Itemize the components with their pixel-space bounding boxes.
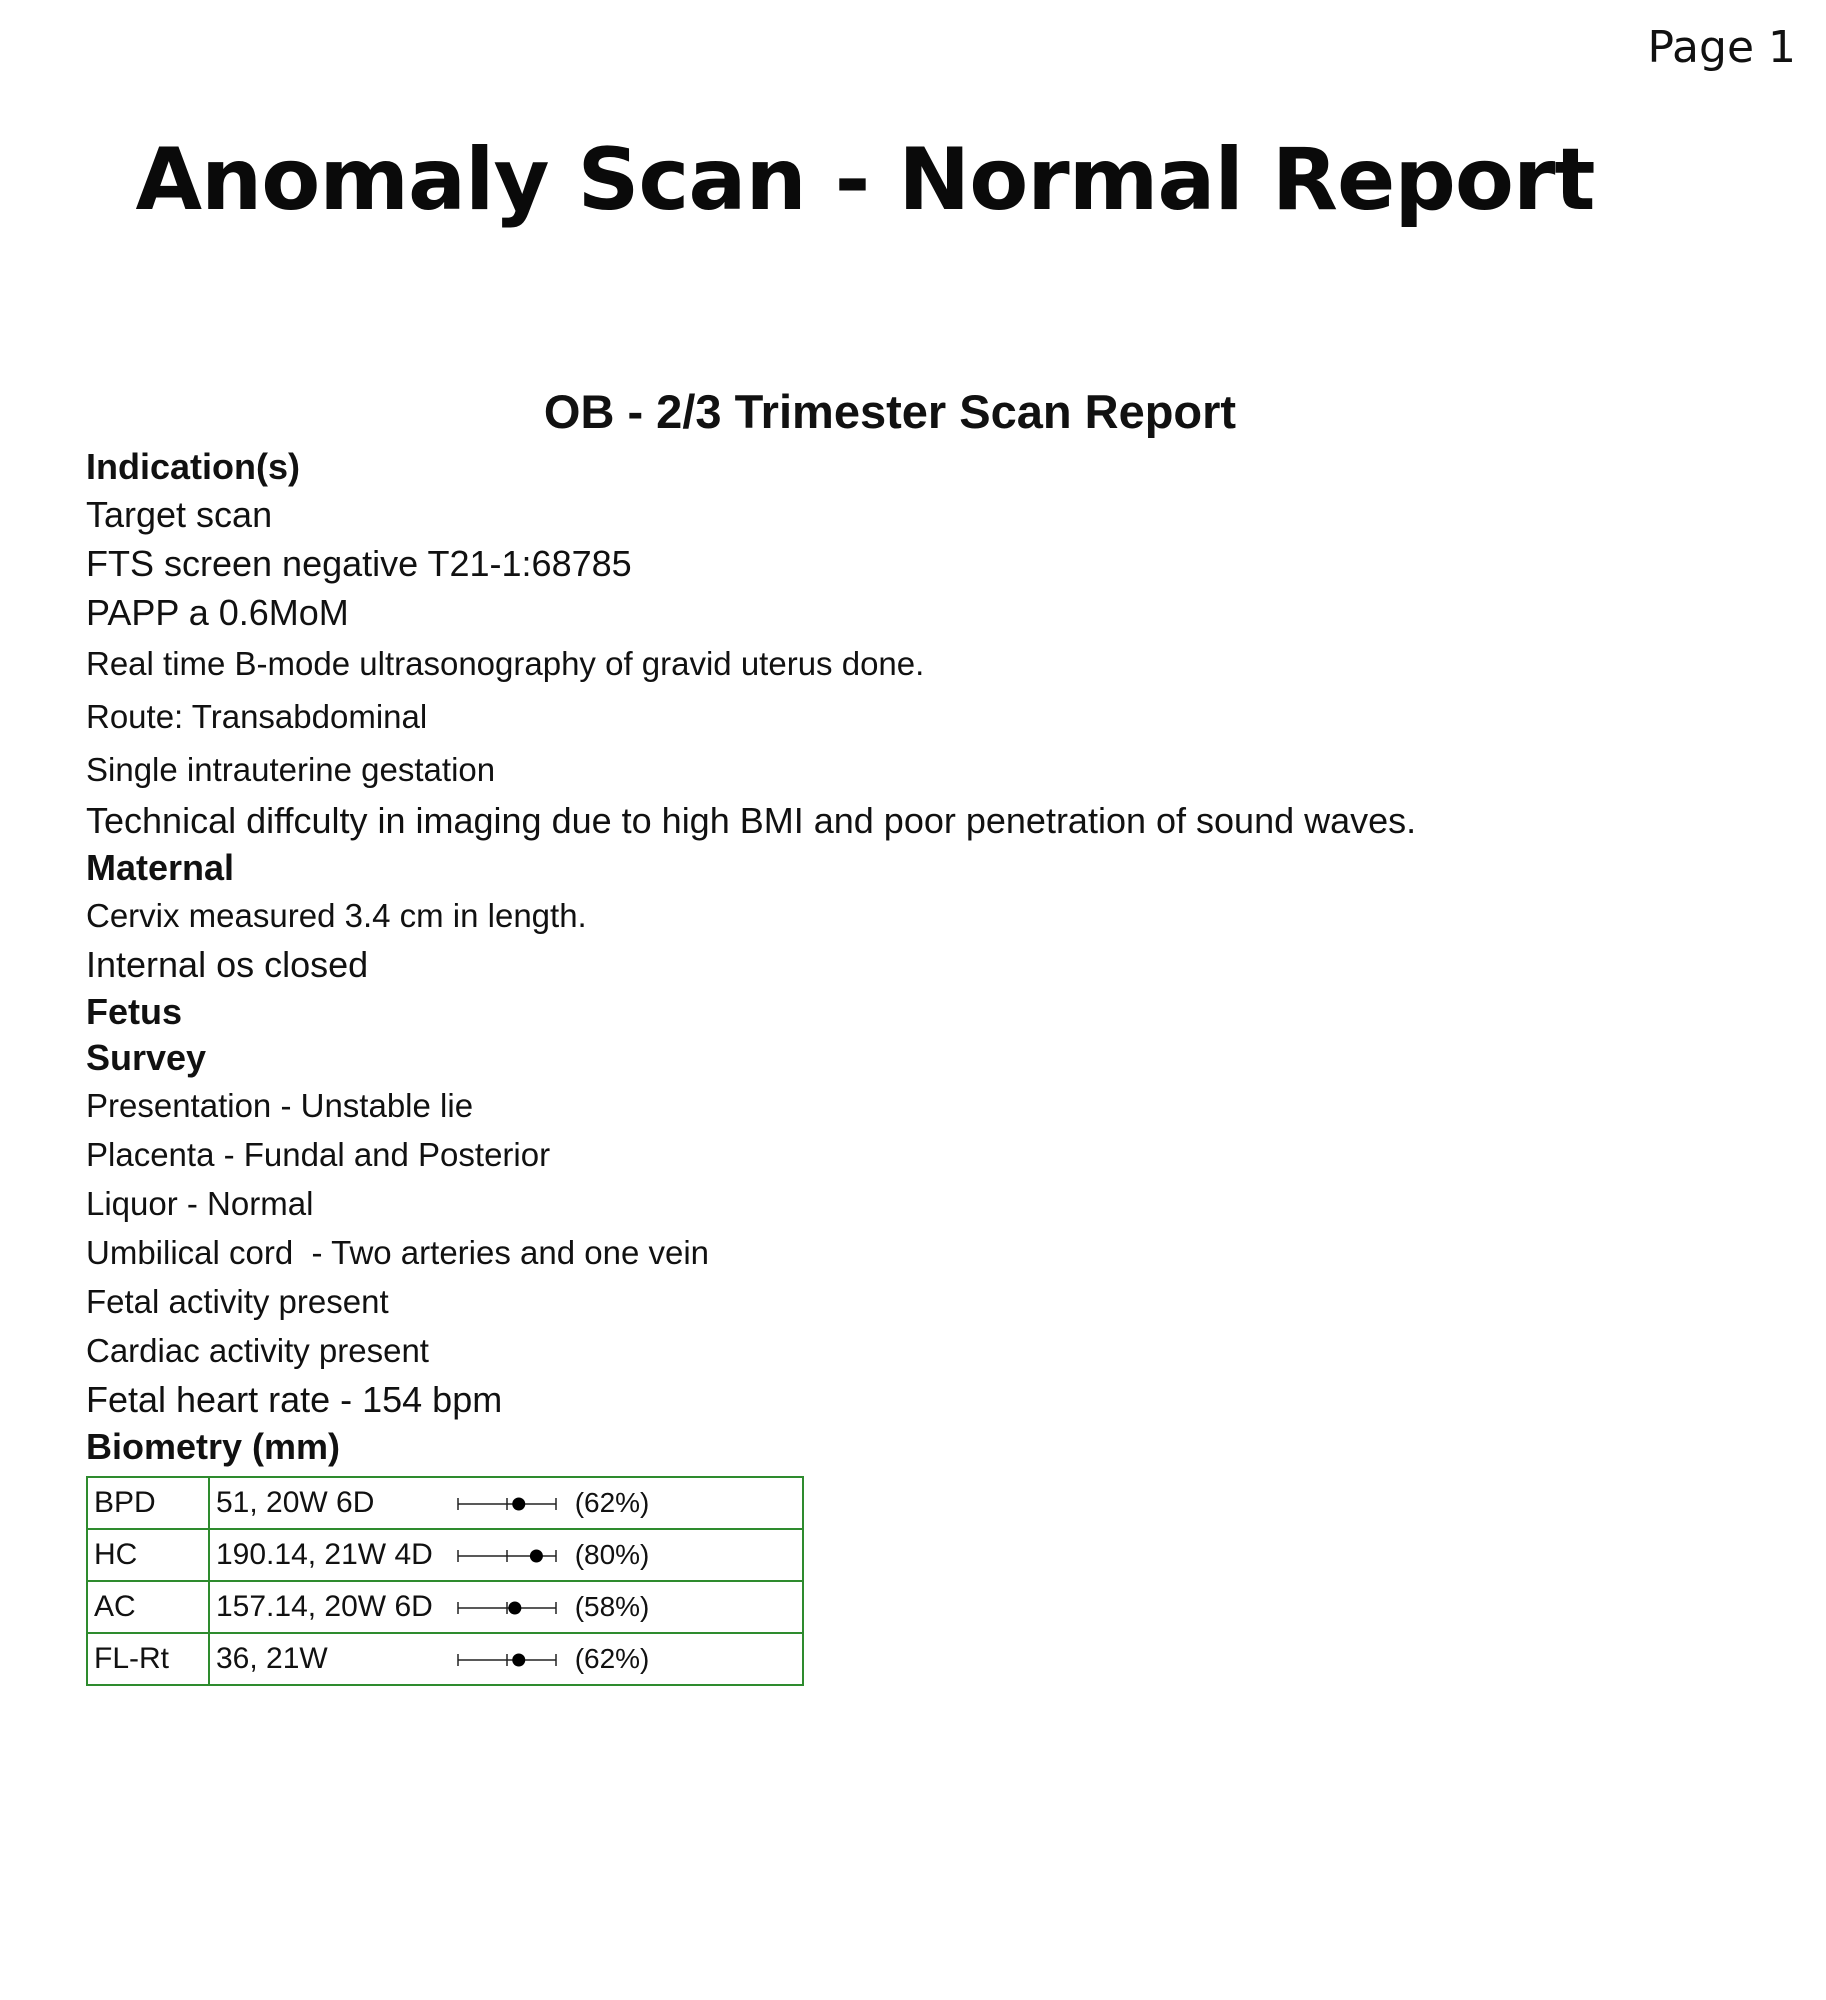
biometry-value-cell xyxy=(209,1581,803,1633)
percentile-label: (58%) xyxy=(574,1591,650,1622)
survey-heading: Survey xyxy=(86,1037,207,1078)
main-title: Anomaly Scan - Normal Report xyxy=(135,130,1595,230)
biometry-heading: Biometry (mm) xyxy=(86,1426,341,1467)
percentile-label: (62%) xyxy=(574,1643,650,1674)
table-row xyxy=(87,1581,803,1633)
biometry-value: 36, 21W xyxy=(216,1642,328,1675)
maternal-heading: Maternal xyxy=(86,847,235,888)
biometry-value-cell xyxy=(209,1633,803,1685)
maternal-line: Internal os closed xyxy=(86,944,369,985)
percentile-label: (80%) xyxy=(574,1539,650,1570)
biometry-value: 190.14, 21W 4D xyxy=(216,1538,433,1571)
survey-line: Presentation - Unstable lie xyxy=(86,1087,474,1124)
report-title: OB - 2/3 Trimester Scan Report xyxy=(543,385,1237,438)
biometry-param: AC xyxy=(87,1581,209,1633)
survey-line: Fetal heart rate - 154 bpm xyxy=(86,1379,503,1420)
page-number: Page 1 xyxy=(1647,22,1796,73)
biometry-value-cell xyxy=(209,1477,803,1529)
scan-report xyxy=(86,384,1786,1686)
survey-line: Fetal activity present xyxy=(86,1283,389,1320)
survey-line: Placenta - Fundal and Posterior xyxy=(86,1136,551,1173)
indication-line: PAPP a 0.6MoM xyxy=(86,592,349,633)
percentile-gauge xyxy=(456,1544,560,1568)
gauge-percentile-dot xyxy=(513,1654,526,1667)
biometry-param: HC xyxy=(87,1529,209,1581)
biometry-value-cell xyxy=(209,1529,803,1581)
biometry-table xyxy=(86,1476,804,1686)
table-row xyxy=(87,1529,803,1581)
percentile-gauge xyxy=(456,1648,560,1672)
survey-line: Cardiac activity present xyxy=(86,1332,429,1369)
indications-heading: Indication(s) xyxy=(86,446,300,487)
note-line: Single intrauterine gestation xyxy=(86,751,496,788)
survey-line: Liquor - Normal xyxy=(86,1185,314,1222)
fetus-heading: Fetus xyxy=(86,991,183,1032)
maternal-line: Cervix measured 3.4 cm in length. xyxy=(86,897,587,934)
gauge-percentile-dot xyxy=(530,1550,543,1563)
biometry-param: FL-Rt xyxy=(87,1633,209,1685)
indication-line: FTS screen negative T21-1:68785 xyxy=(86,543,632,584)
percentile-label: (62%) xyxy=(574,1487,650,1518)
gauge-percentile-dot xyxy=(513,1498,526,1511)
survey-line: Umbilical cord - Two arteries and one vein xyxy=(86,1234,710,1271)
note-line: Technical diffculty in imaging due to high BMI and poor penetration of sound waves. xyxy=(86,800,1417,841)
percentile-gauge xyxy=(456,1596,560,1620)
gauge-percentile-dot xyxy=(509,1602,522,1615)
table-row xyxy=(87,1633,803,1685)
note-line: Route: Transabdominal xyxy=(86,698,428,735)
indication-line: Target scan xyxy=(86,494,273,535)
note-line: Real time B-mode ultrasonography of gravid uterus done. xyxy=(86,645,925,682)
biometry-value: 51, 20W 6D xyxy=(216,1486,375,1519)
table-row xyxy=(87,1477,803,1529)
biometry-param: BPD xyxy=(87,1477,209,1529)
biometry-value: 157.14, 20W 6D xyxy=(216,1590,433,1623)
percentile-gauge xyxy=(456,1492,560,1516)
